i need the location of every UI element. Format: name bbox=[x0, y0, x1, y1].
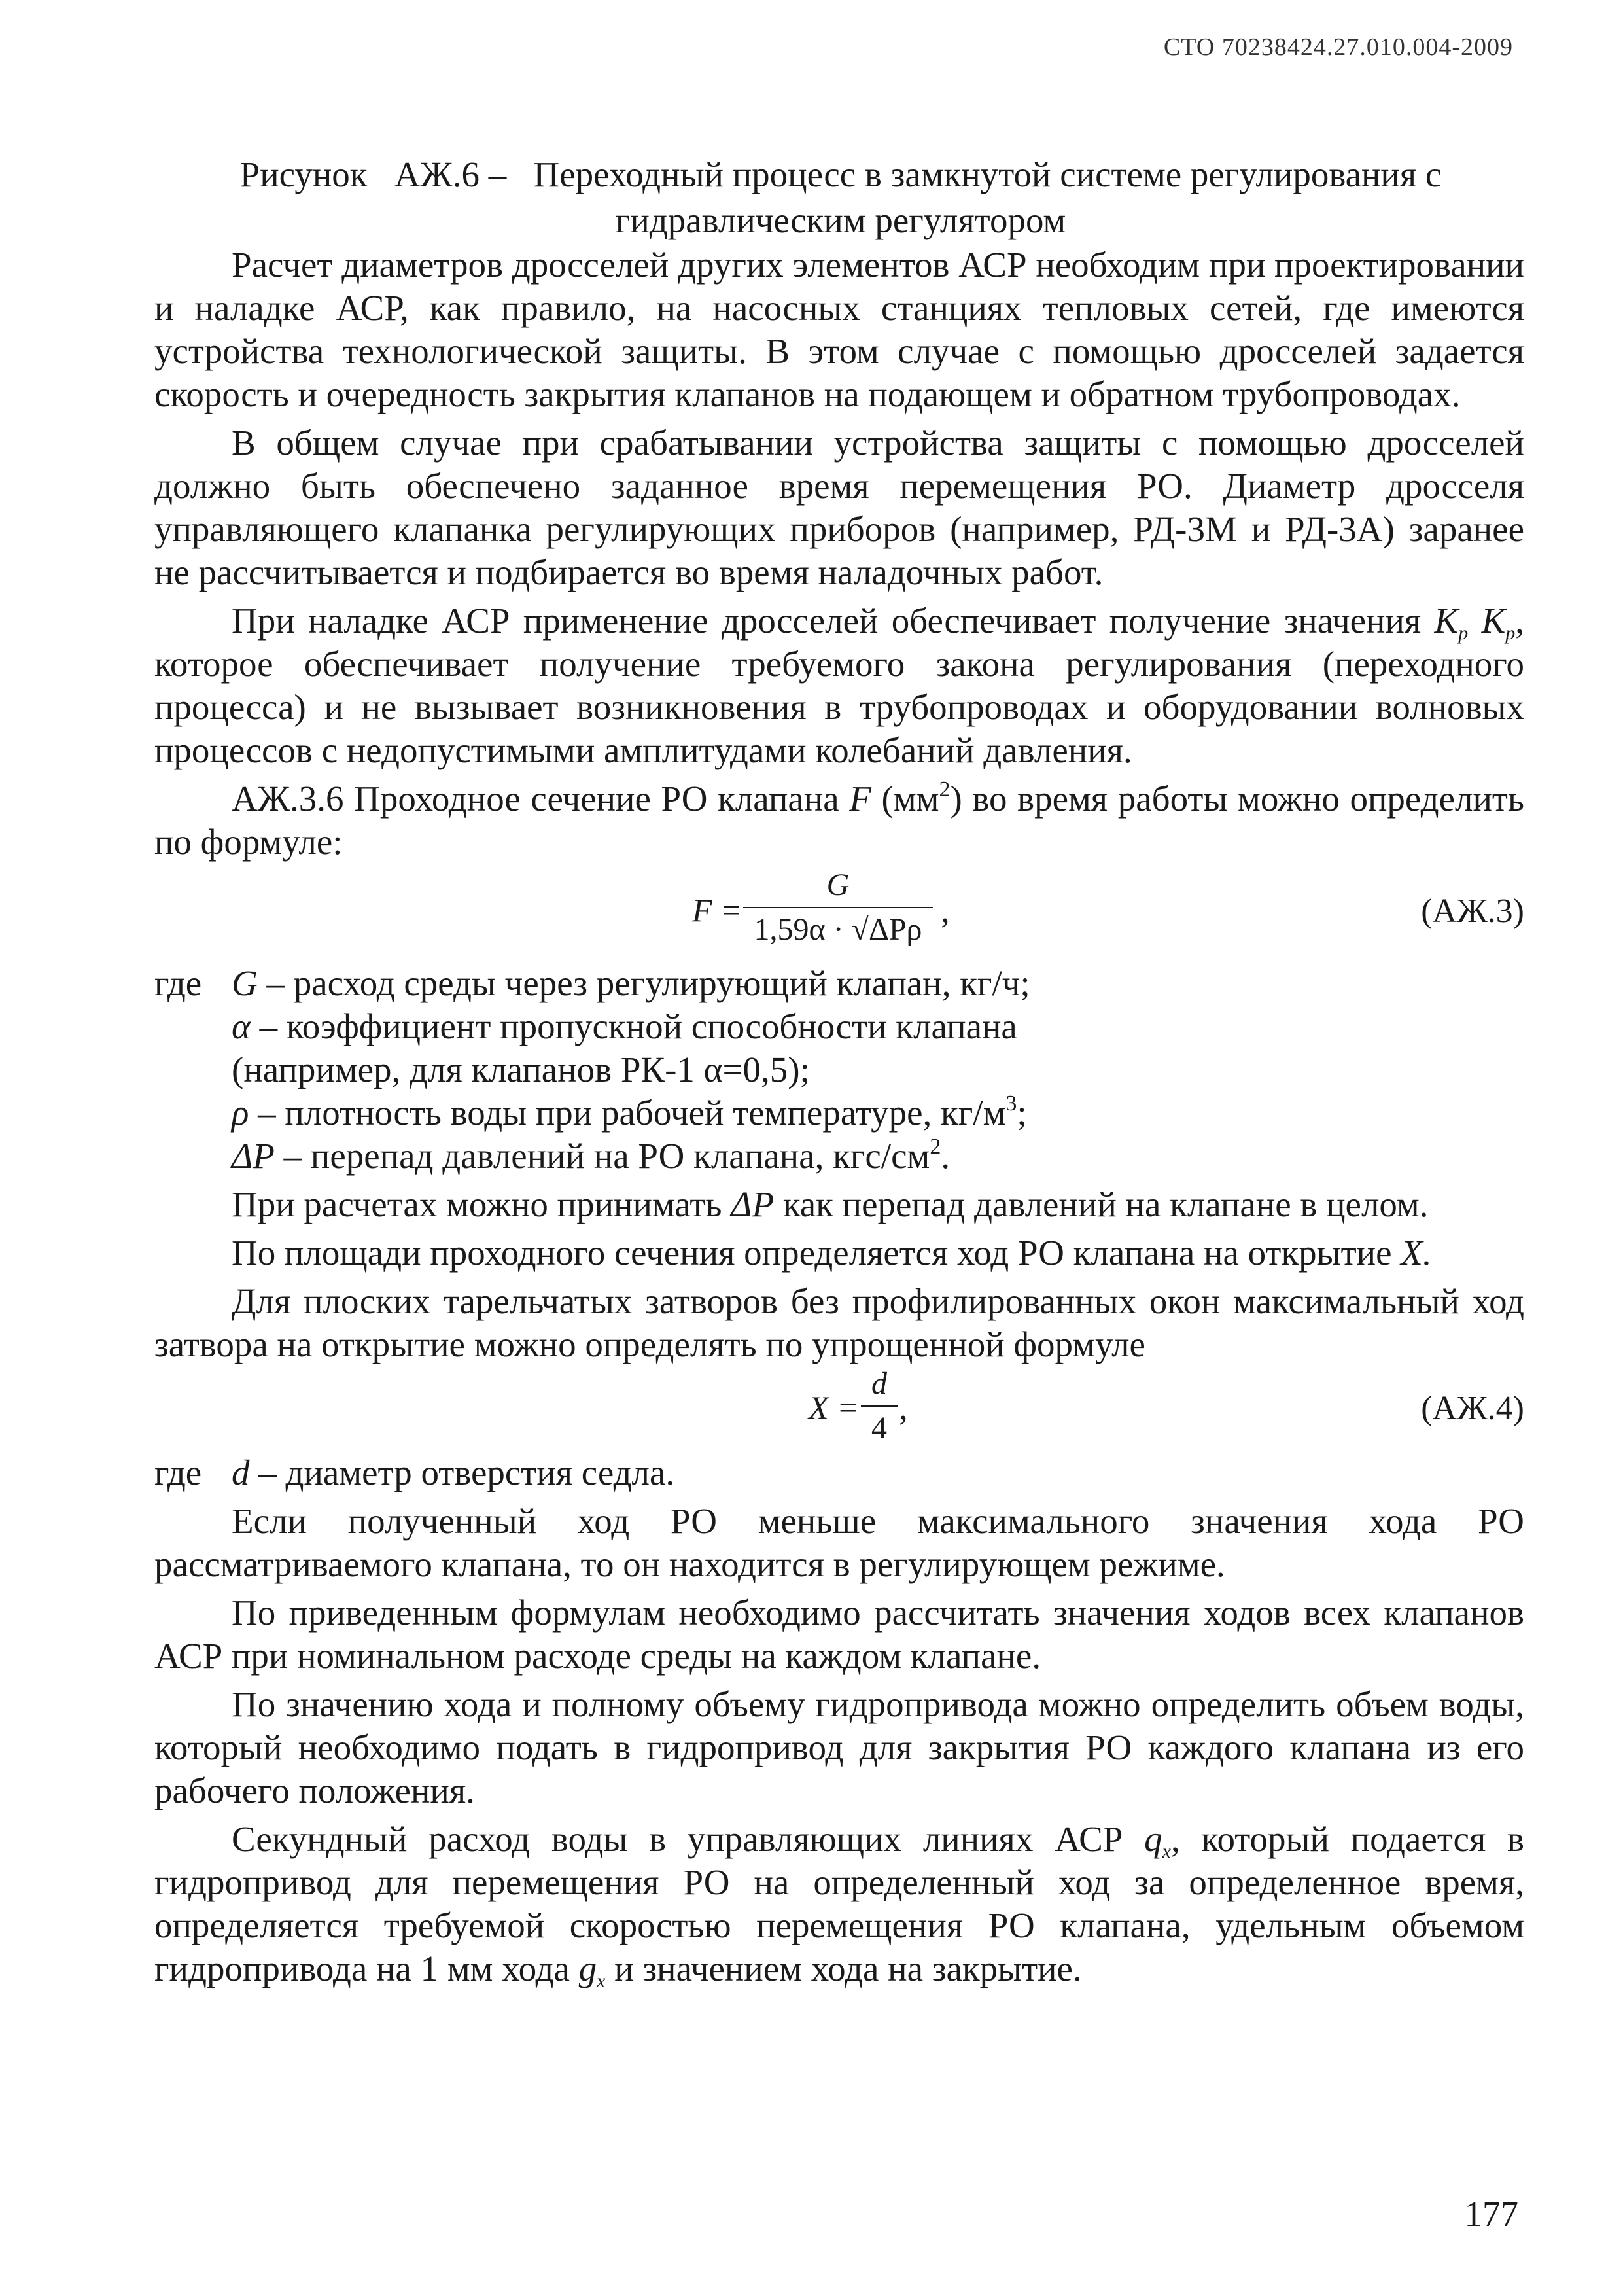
definition-dp-line bbox=[154, 1135, 1524, 1178]
definition-rho: – плотность воды при рабочей температуре, кг/м bbox=[249, 1093, 1006, 1133]
definition-g: – расход среды через регулирующий клапан, кг/ч; bbox=[257, 963, 1030, 1003]
symbol-rho: ρ bbox=[232, 1093, 249, 1133]
symbol-qx: $q_х$ bbox=[1144, 1819, 1171, 1862]
formula-azh3-lhs: F = bbox=[692, 892, 742, 928]
symbol-f: F bbox=[849, 779, 871, 819]
symbol-x: X. bbox=[1401, 1233, 1432, 1273]
symbol-alpha: α bbox=[232, 1006, 251, 1046]
paragraph-11-a: Секундный расход воды в управляющих линиях АСР bbox=[232, 1819, 1123, 1859]
paragraph-8: Если полученный ход РО меньше максимального значения хода РО рассматриваемого клапана, то он находится в регулирующем режиме. bbox=[154, 1501, 1524, 1584]
definition-alpha: – коэффициент пропускной способности клапана bbox=[250, 1006, 1017, 1046]
body-text bbox=[154, 243, 1524, 1990]
paragraph-3-end: , которое обеспечивает получение требуемого закона регулирования (переходного процесса) и не вызывает возникновения в трубопроводах и оборудовании волновых процессов с недопустимыми амплитудами колебаний давления. bbox=[154, 601, 1525, 770]
definition-dp-end: . bbox=[941, 1136, 951, 1176]
formula-azh3-number: (АЖ.3) bbox=[1421, 892, 1524, 930]
paragraph-5-a: При расчетах можно принимать bbox=[232, 1184, 722, 1224]
symbol-delta-p-2: ΔP bbox=[731, 1184, 775, 1224]
paragraph-6 bbox=[154, 1231, 1524, 1275]
formula-azh4-lhs: X = bbox=[809, 1389, 859, 1426]
document-code-header: СТО 70238424.27.010.004-2009 bbox=[1163, 33, 1513, 61]
formula-azh3-numerator: G bbox=[826, 868, 850, 902]
formula-azh3 bbox=[154, 864, 1524, 962]
definition-d: – диаметр отверстия седла. bbox=[249, 1453, 675, 1492]
paragraph-5-b: как перепад давлений на клапане в целом. bbox=[782, 1184, 1429, 1224]
superscript-2: 2 bbox=[939, 777, 951, 802]
figure-caption bbox=[157, 152, 1524, 243]
definition-alpha-example: (например, для клапанов РК-1 α=0,5); bbox=[232, 1050, 810, 1089]
where-list-2 bbox=[154, 1451, 1524, 1494]
paragraph-11 bbox=[154, 1818, 1524, 1990]
paragraph-7: Для плоских тарельчатых затворов без профилированных окон максимальный ход затвора на открытие можно определять по упрощенной формуле bbox=[154, 1281, 1524, 1364]
page-number: 177 bbox=[1464, 2194, 1518, 2234]
figure-caption-line1: Рисунок АЖ.6 – Переходный процесс в замкнутой системе регулирования с bbox=[239, 154, 1442, 194]
formula-azh3-fraction bbox=[743, 864, 933, 951]
formula-azh3-denominator: 1,59α · √ΔPρ bbox=[743, 907, 933, 951]
formula-azh4-denominator: 4 bbox=[861, 1405, 898, 1450]
symbol-d: d bbox=[232, 1453, 250, 1492]
definition-delta-p: – перепад давлений на РО клапана, кгс/см bbox=[274, 1136, 930, 1176]
paragraph-4-c: ) во время работы можно определить по формуле: bbox=[154, 779, 1525, 862]
formula-azh4 bbox=[154, 1366, 1524, 1451]
definition-rho-line bbox=[154, 1091, 1524, 1135]
definition-alpha-line bbox=[154, 1005, 1524, 1048]
paragraph-11-c: и значением хода на закрытие. bbox=[605, 1949, 1082, 1988]
paragraph-11-b: , который подается в гидропривод для перемещения РО на определенный ход за определенное время, определяется требуемой скоростью перемещения РО клапана, удельным объемом гидропривода на 1 мм хода bbox=[154, 1819, 1524, 1988]
formula-azh4-trailing: , bbox=[899, 1387, 908, 1427]
symbol-kp-1: $K_р$ bbox=[1434, 601, 1469, 644]
symbol-g: G bbox=[232, 963, 258, 1003]
formula-azh4-number: (АЖ.4) bbox=[1421, 1390, 1524, 1427]
symbol-delta-p: ΔP bbox=[232, 1136, 275, 1176]
where-list-1 bbox=[154, 962, 1524, 1005]
paragraph-1: Расчет диаметров дросселей других элементов АСР необходим при проектировании и наладке АСР, как правило, на насосных станциях тепловых сетей, где имеются устройства технологической защиты. В этом случае с помощью дросселей задается скорость и очередность закрытия клапанов на подающем и обратном трубопроводах. bbox=[154, 245, 1524, 414]
paragraph-4-b: (мм bbox=[881, 779, 939, 819]
paragraph-3-start: При наладке АСР применение дросселей обеспечивает получение значения bbox=[232, 601, 1422, 641]
formula-azh3-trailing: , bbox=[941, 890, 950, 930]
paragraph-4 bbox=[154, 777, 1524, 864]
paragraph-10: По значению хода и полному объему гидропривода можно определить объем воды, который необходимо подать в гидропривод для закрытия РО каждого клапана из его рабочего положения. bbox=[154, 1684, 1524, 1810]
figure-caption-line2: гидравлическим регулятором bbox=[615, 200, 1066, 240]
paragraph-5 bbox=[154, 1183, 1524, 1226]
where-label-1: где bbox=[154, 963, 202, 1003]
superscript-2b: 2 bbox=[930, 1135, 941, 1159]
symbol-gx: $g_х$ bbox=[578, 1949, 606, 1992]
paragraph-4-a: АЖ.3.6 Проходное сечение РО клапана bbox=[232, 779, 839, 819]
paragraph-6-text: По площади проходного сечения определяется ход РО клапана на открытие bbox=[232, 1233, 1392, 1273]
superscript-3: 3 bbox=[1005, 1091, 1017, 1116]
formula-azh4-numerator: d bbox=[871, 1366, 887, 1401]
symbol-kp-2: $K_р$ bbox=[1481, 601, 1516, 644]
paragraph-9: По приведенным формулам необходимо рассчитать значения ходов всех клапанов АСР при номинальном расходе среды на каждом клапане. bbox=[154, 1593, 1524, 1676]
formula-azh4-fraction bbox=[861, 1362, 898, 1450]
definition-rho-end: ; bbox=[1017, 1093, 1027, 1133]
paragraph-2: В общем случае при срабатывании устройства защиты с помощью дросселей должно быть обеспечено заданное время перемещения РО. Диаметр дросселя управляющего клапанка регулирующих приборов (например, РД-3М и РД-3А) заранее не рассчитывается и подбирается во время наладочных работ. bbox=[154, 423, 1524, 592]
where-label-2: где bbox=[154, 1453, 202, 1492]
paragraph-3 bbox=[154, 599, 1524, 772]
